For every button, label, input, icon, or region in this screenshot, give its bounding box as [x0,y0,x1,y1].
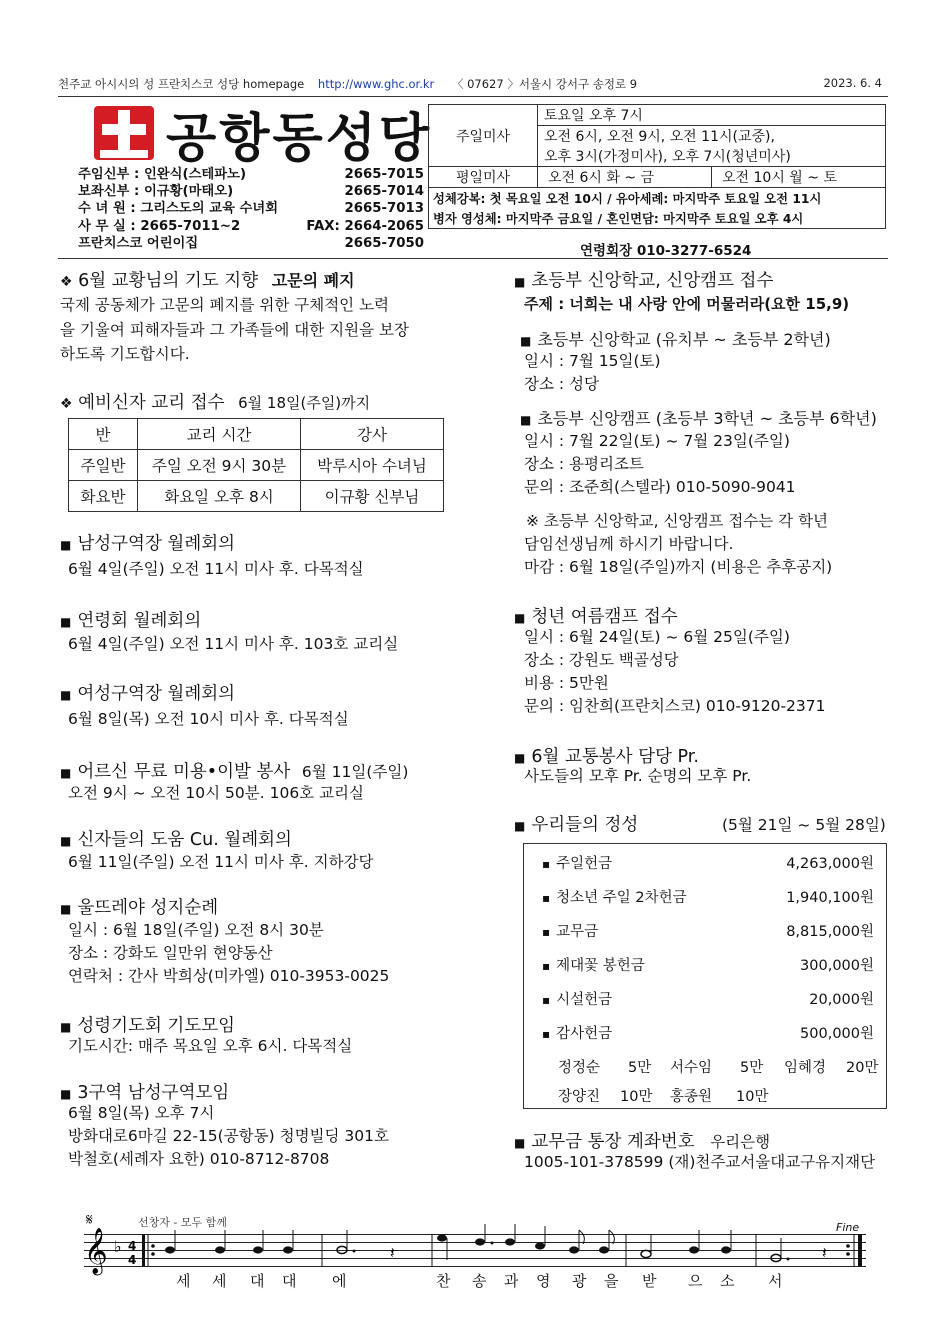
rest-icon: 𝄽 [390,1243,395,1262]
mass-schedule-table [428,104,886,229]
parish-logo-icon [92,104,156,162]
offering-period: (5월 21일 ~ 5월 28일) [722,816,886,834]
music-leader-note: 선창자 - 모두 함께 [138,1216,227,1229]
catechism-heading: ❖ 예비신자 교리 접수 6월 18일(주일)까지 [60,393,371,413]
offering-row: ▪ 청소년 주일 2차헌금 1,940,100원 [542,890,874,906]
offering-row: ▪ 시설헌금 20,000원 [542,992,874,1008]
section-title: ■ 초등부 신앙학교, 신앙캠프 접수 [514,271,774,291]
note-icon [641,1234,651,1258]
section-text: 6월 8일(목) 오후 7시 방화대로6마길 22-15(공항동) 청명빌딩 301호 박철호(세례자 요한) 010-8712-8708 [68,1104,389,1168]
section-text: 기도시간: 매주 목요일 오후 6시. 다목적실 [68,1037,353,1055]
staff-row: 보좌신부 : 이규황(마태오) 2665-7014 [78,184,424,200]
section-text: 6월 8일(목) 오전 10시 미사 후. 다목적실 [68,710,349,728]
bank-account: 1005-101-378599 (재)천주교서울대교구유지재단 [524,1153,876,1171]
section-title: ■ 신자들의 도움 Cu. 월례회의 [60,830,292,850]
treble-clef-icon: 𝄞 [84,1228,108,1274]
lyric-syllable: 받 [642,1272,657,1290]
camp-note: ※ 초등부 신앙학교, 신앙캠프 접수는 각 학년 담임선생님께 하시기 바랍니다. 마감 : 6월 18일(주일)까지 (비용은 추후공지) [524,512,833,576]
catechism-table: 반 교리 시간 강사 주일반 주일 오전 9시 30분 박루시아 수녀님 화요반 화요일 오후 8시 이규황 신부님 [68,418,444,512]
note-icon [215,1230,225,1254]
lyric-syllable: 소 [720,1272,735,1290]
section-text: 일시 : 6월 24일(토) ~ 6월 25일(주일) 장소 : 강원도 백골성당 비용 : 5만원 문의 : 임찬희(프란치스코) 010-9120-2371 [524,628,826,715]
subsection-title: ■ 초등부 신앙캠프 (초등부 3학년 ~ 초등부 6학년) [520,409,877,428]
donor-name: 정정순 [558,1060,601,1076]
staff-row: 프란치스코 어린이집 2665-7050 [78,235,424,251]
lyric-syllable: 대 [250,1272,265,1290]
staff-row: 수 녀 원 : 그리스도의 교육 수녀회 2665-7013 [78,201,424,217]
lyric-syllable: 영 [536,1272,551,1290]
section-text: 6월 4일(주일) 오전 11시 미사 후. 다목적실 [68,560,364,578]
donor-name: 임혜경 [784,1060,827,1076]
donor-name: 홍종원 [670,1089,713,1105]
note-icon [535,1226,545,1250]
lyric-syllable: 서 [768,1272,783,1290]
repeat-bar-icon [858,1234,862,1266]
donor-amount: 10만 [620,1089,653,1105]
subsection-title: ■ 초등부 신앙학교 (유치부 ~ 초등부 2학년) [520,330,831,349]
offering-row: ▪ 감사헌금 500,000원 [542,1026,874,1042]
note-icon [253,1230,263,1254]
rest-icon: 𝄽 [822,1243,827,1262]
lyric-syllable: 대 [282,1272,297,1290]
lyric-syllable: 송 [472,1272,487,1290]
camp-theme: 주제 : 너희는 내 사랑 안에 머물러라(요한 15,9) [524,295,850,313]
section-title: ■ 성령기도회 기도모임 [60,1016,236,1036]
offering-row: ▪ 교무금 8,815,000원 [542,924,874,940]
note-icon [165,1230,175,1254]
page-title: 공항동성당 [166,109,433,169]
note-icon [283,1230,293,1254]
table-row: 화요반 화요일 오후 8시 이규황 신부님 [69,481,444,512]
section-text: 일시 : 6월 18일(주일) 오전 8시 30분 장소 : 강화도 일만위 현양동산 연락처 : 간사 박희상(미카엘) 010-3953-0025 [68,921,390,985]
offering-box [523,843,887,1109]
music-fine: Fine [836,1221,860,1234]
note-icon [475,1224,494,1246]
section-text: 6월 11일(주일) 오전 11시 미사 후. 지하강당 [68,853,374,871]
note-icon [337,1230,356,1254]
time-signature-icon: 4 [128,1239,137,1253]
lyric-syllable: 으 [688,1272,703,1290]
section-text: 사도들의 모후 Pr. 순명의 모후 Pr. [524,767,752,785]
table-row: 주일반 주일 오전 9시 30분 박루시아 수녀님 [69,450,444,481]
lyric-syllable: 세 [176,1272,191,1290]
sacrament-info: 병자 영성체: 마지막주 금요일 / 혼인면담: 마지막주 토요일 오후 4시 [429,208,886,229]
donor-amount: 10만 [736,1089,769,1105]
weekday-mass-label: 평일미사 [429,167,538,188]
section-title: ■ 3구역 남성구역모임 [60,1083,230,1103]
header-line [58,76,888,92]
note-icon [721,1230,731,1254]
sunday-mass-line: 오전 6시, 오전 9시, 오전 11시(교중), [538,126,886,147]
section-title: ■ 우리들의 정성 [514,815,639,835]
section-text: 오전 9시 ~ 오전 10시 50분. 106호 교리실 [68,784,364,802]
flat-icon: ♭ [114,1237,122,1256]
repeat-bar-icon [142,1234,145,1266]
lyric-syllable: 광 [572,1272,587,1290]
homepage-link[interactable]: http://www.ghc.or.kr [317,77,435,91]
funeral-society-contact: 연령회장 010-3277-6524 [580,243,752,259]
prayer-heading: ❖ 6월 교황님의 기도 지향 고문의 폐지 [60,271,355,291]
note-icon [599,1230,614,1254]
section-rule [58,258,888,259]
staff-row: 사 무 실 : 2665-7011~2 FAX: 2664-2065 [78,218,424,234]
section-title: ■ 여성구역장 월례회의 [60,684,236,704]
note-icon [437,1234,447,1260]
donor-name: 장양진 [558,1089,601,1105]
prayer-text: 국제 공동체가 고문의 폐지를 위한 구체적인 노력 을 기울여 피해자들과 그 가족들에 대한 지원을 보장 하도록 기도합시다. [60,296,409,363]
offering-row: ▪ 주일헌금 4,263,000원 [542,856,874,872]
sunday-mass-line: 오후 3시(가정미사), 오후 7시(청년미사) [538,146,886,167]
section-title: ■ 남성구역장 월례회의 [60,534,236,554]
segno-icon: 𝄋 [86,1210,93,1229]
lyric-syllable: 을 [604,1272,619,1290]
lyric-syllable: 세 [212,1272,227,1290]
section-text: 일시 : 7월 15일(토) 장소 : 성당 [524,352,661,393]
donor-amount: 5만 [740,1060,764,1076]
section-title: ■ 청년 여름캠프 접수 [514,607,678,627]
note-icon [689,1230,699,1254]
donor-name: 서수임 [670,1060,713,1076]
section-title: ■ 울뜨레야 성지순례 [60,898,219,918]
sacrament-info: 성체강복: 첫 목요일 오전 10시 / 유아세례: 마지막주 토요일 오전 11시 [429,188,886,209]
header-date: 2023. 6. 4 [823,76,882,90]
note-icon [771,1238,790,1262]
section-text: 일시 : 7월 22일(토) ~ 7월 23일(주일) 장소 : 용평리조트 문의 : 조준희(스텔라) 010-5090-9041 [524,432,796,496]
section-title: ■ 어르신 무료 미용•이발 봉사 6월 11일(주일) [60,762,409,782]
note-icon [505,1224,515,1246]
donor-amount: 20만 [846,1060,879,1076]
header-parish: 천주교 아시시의 성 프란치스코 성당 homepage [58,77,305,91]
section-title: ■ 6월 교통봉사 담당 Pr. [514,747,699,767]
weekday-mass-1: 오전 6시 화 ~ 금 [538,167,712,187]
donor-amount: 5만 [628,1060,652,1076]
sunday-mass-line: 토요일 오후 7시 [538,105,886,126]
header-address: 〈 07627 〉서울시 강서구 송정로 9 [451,77,638,91]
lyric-syllable: 에 [332,1272,347,1290]
section-title: ■ 연령회 월례회의 [60,611,202,631]
lyric-syllable: 과 [504,1272,519,1290]
sunday-mass-label: 주일미사 [429,105,538,167]
offering-row: ▪ 제대꽃 봉헌금 300,000원 [542,958,874,974]
staff-list [78,166,424,252]
time-signature-icon: 4 [128,1253,137,1267]
lyric-syllable: 찬 [436,1272,451,1290]
note-icon [569,1230,584,1254]
section-text: 6월 4일(주일) 오전 11시 미사 후. 103호 교리실 [68,635,399,653]
section-title: ■ 교무금 통장 계좌번호 우리은행 [514,1132,771,1152]
weekday-mass-2: 오전 10시 월 ~ 토 [722,170,837,186]
staff-row: 주임신부 : 인완식(스테파노) 2665-7015 [78,167,424,182]
